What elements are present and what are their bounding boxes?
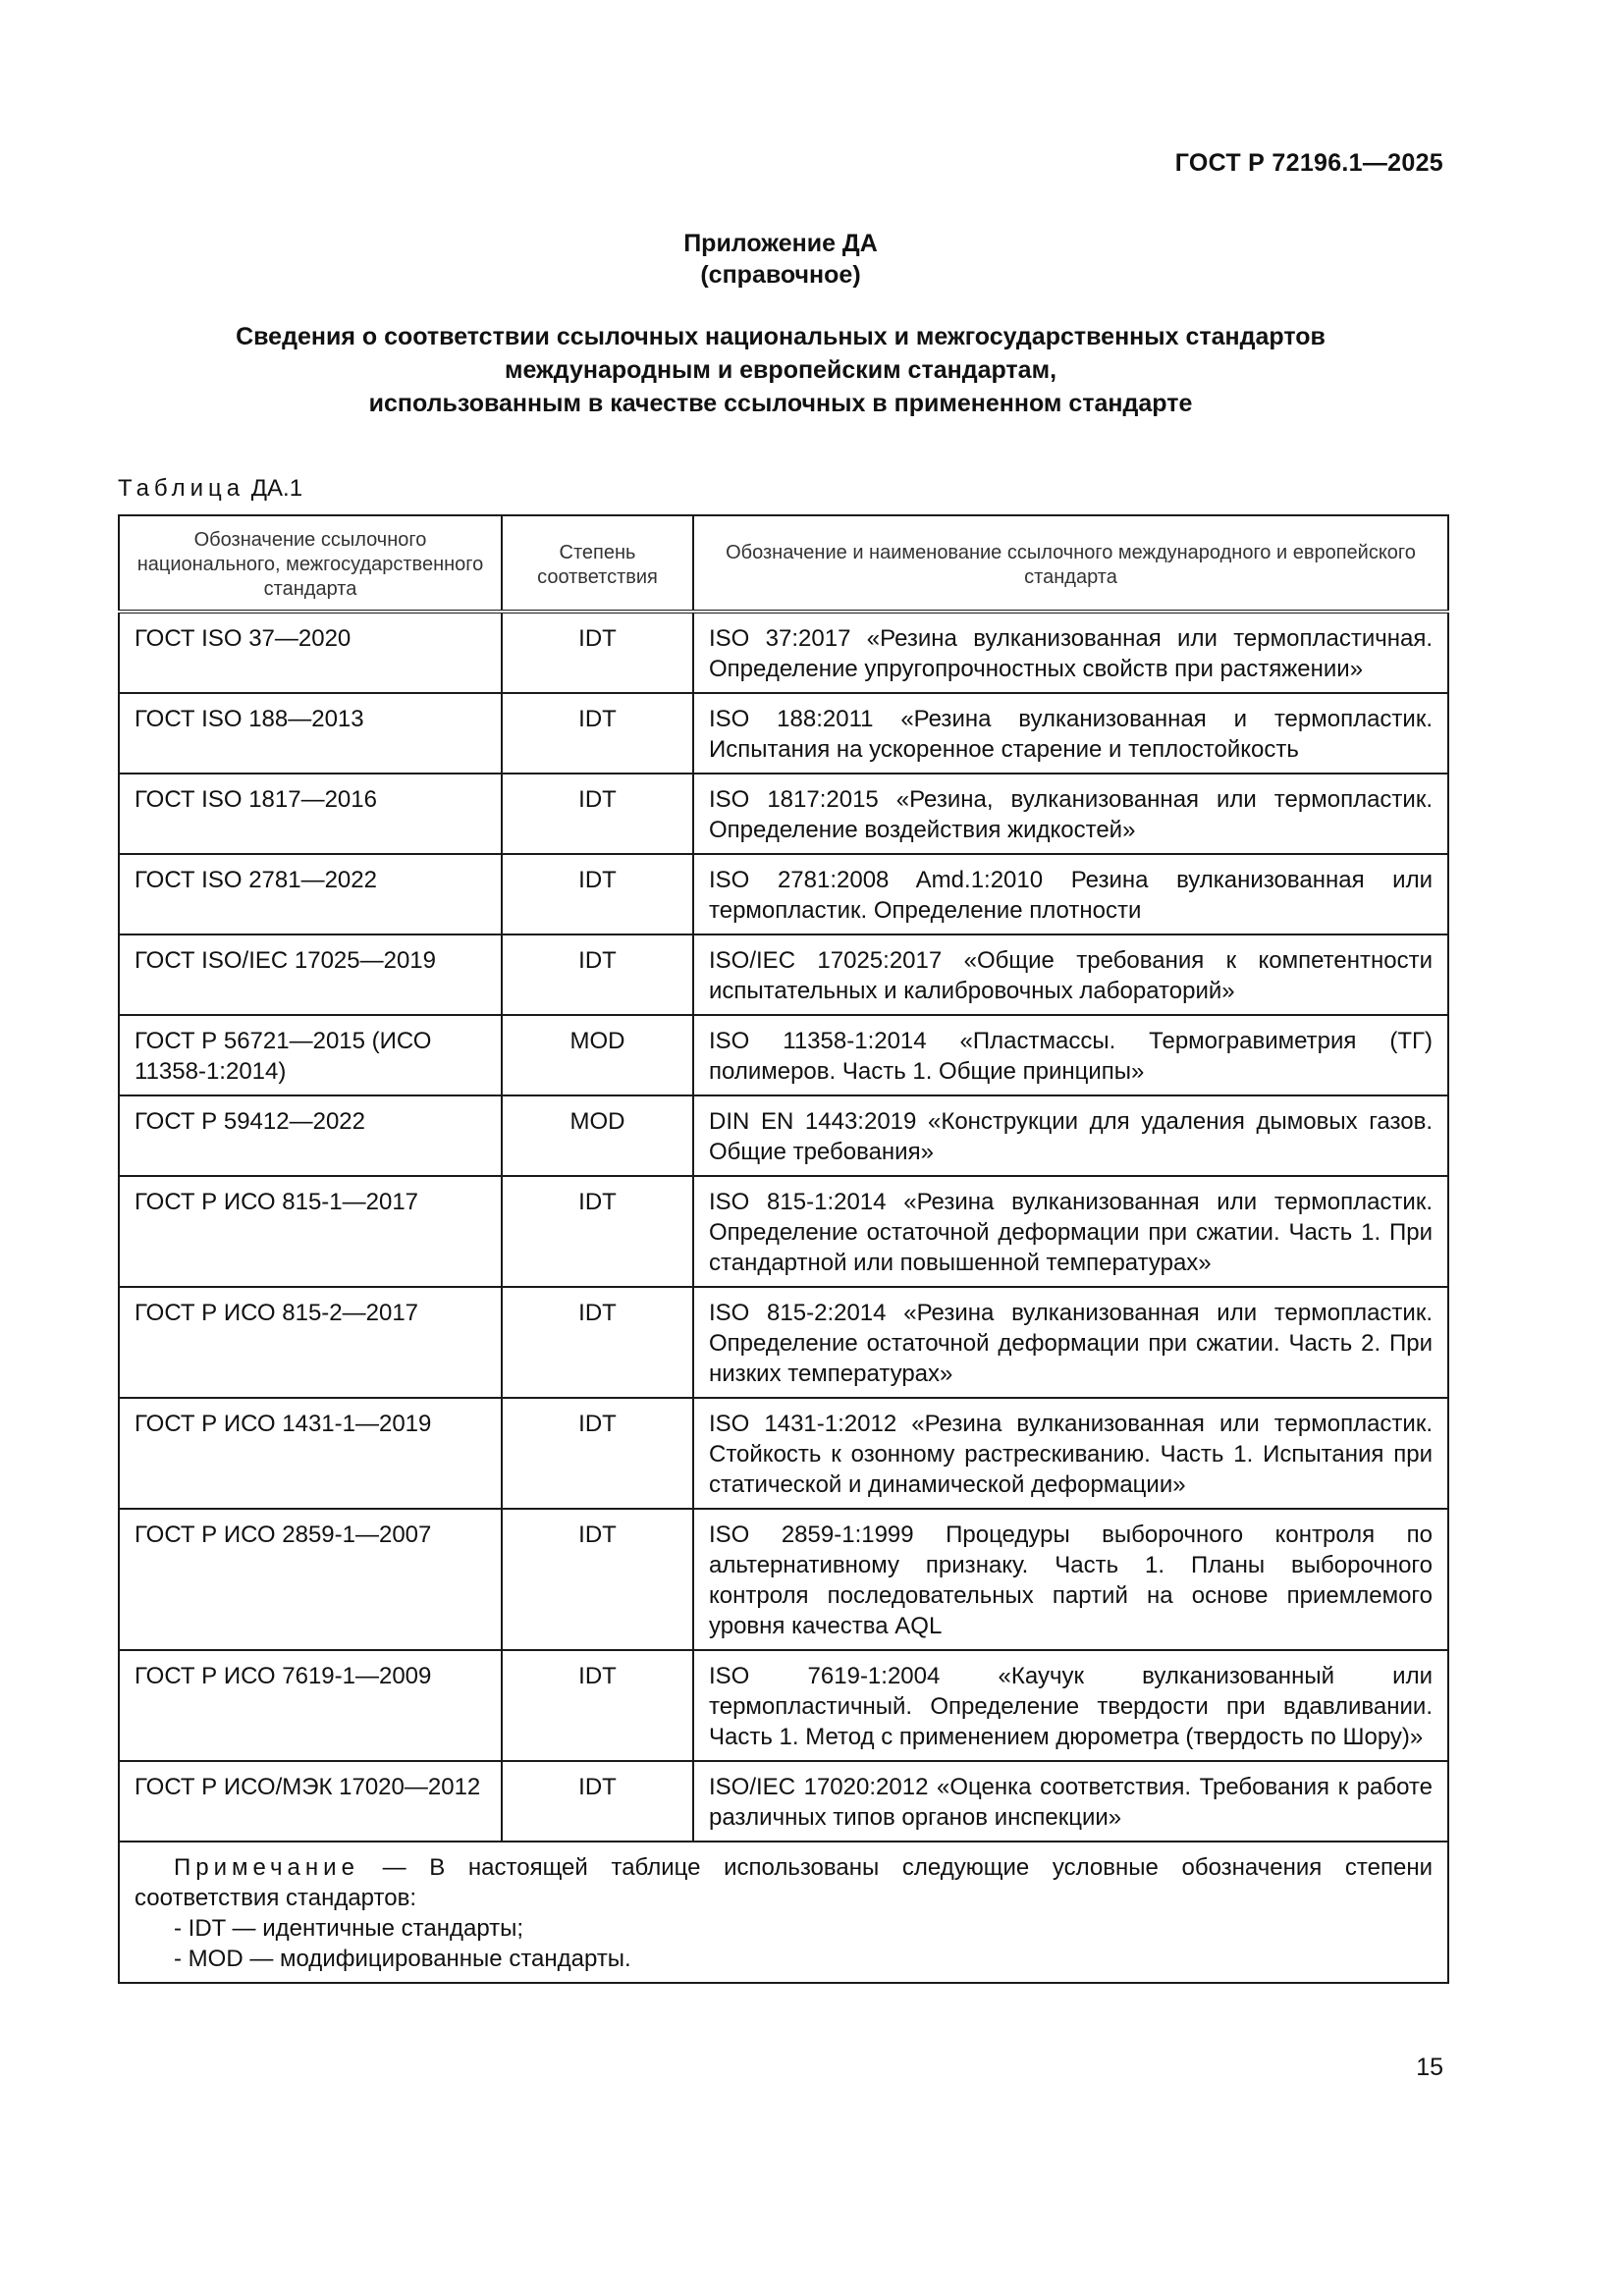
- table-row: [119, 612, 1448, 693]
- degree-cell: IDT: [502, 934, 693, 1015]
- international-standard-cell: ISO 37:2017 «Резина вулканизованная или термопластичная. Определение упругопрочностных свойств при растяжении»: [693, 612, 1448, 693]
- degree-cell: IDT: [502, 612, 693, 693]
- national-standard-cell: ГОСТ ISO 1817—2016: [119, 774, 502, 854]
- appendix-subtitle: (справочное): [700, 261, 861, 289]
- international-standard-cell: ISO 815-1:2014 «Резина вулканизованная или термопластик. Определение остаточной деформации при сжатии. Часть 1. При стандартной или повышенной температурах»: [693, 1176, 1448, 1287]
- degree-cell: IDT: [502, 1509, 693, 1650]
- page-number: 15: [1416, 2054, 1443, 2081]
- table-row: [119, 693, 1448, 774]
- international-standard-cell: ISO 2781:2008 Amd.1:2010 Резина вулканизованная или термопластик. Определение плотности: [693, 854, 1448, 934]
- note-label: Примечание: [174, 1854, 359, 1881]
- international-standard-cell: ISO 7619-1:2004 «Каучук вулканизованный или термопластичный. Определение твердости при вдавливании. Часть 1. Метод с применением дюрометра (твердость по Шору)»: [693, 1650, 1448, 1761]
- international-standard-cell: ISO/IEC 17025:2017 «Общие требования к компетентности испытательных и калибровочных лабораторий»: [693, 934, 1448, 1015]
- national-standard-cell: ГОСТ Р ИСО/МЭК 17020—2012: [119, 1761, 502, 1842]
- degree-cell: IDT: [502, 1176, 693, 1287]
- section-title-line-1: Сведения о соответствии ссылочных национальных и межгосударственных стандартов: [236, 323, 1326, 350]
- table-note: [119, 1842, 1448, 1983]
- appendix-title: Приложение ДА: [683, 230, 878, 257]
- table-row: [119, 934, 1448, 1015]
- degree-cell: IDT: [502, 774, 693, 854]
- international-standard-cell: ISO 11358-1:2014 «Пластмассы. Термогравиметрия (ТГ) полимеров. Часть 1. Общие принципы»: [693, 1015, 1448, 1095]
- degree-cell: MOD: [502, 1015, 693, 1095]
- degree-cell: IDT: [502, 693, 693, 774]
- section-title-line-3: использованным в качестве ссылочных в примененном стандарте: [368, 390, 1193, 417]
- national-standard-cell: ГОСТ Р ИСО 2859-1—2007: [119, 1509, 502, 1650]
- national-standard-cell: ГОСТ ISO 188—2013: [119, 693, 502, 774]
- national-standard-cell: ГОСТ Р ИСО 7619-1—2009: [119, 1650, 502, 1761]
- table-caption: [118, 475, 302, 503]
- table-caption-id: ДА.1: [250, 475, 303, 502]
- header-international-standard: Обозначение и наименование ссылочного международного и европейского стандарта: [693, 515, 1448, 612]
- international-standard-cell: ISO 1817:2015 «Резина, вулканизованная или термопластик. Определение воздействия жидкостей»: [693, 774, 1448, 854]
- national-standard-cell: ГОСТ Р 56721—2015 (ИСО 11358-1:2014): [119, 1015, 502, 1095]
- international-standard-cell: ISO/IEC 17020:2012 «Оценка соответствия. Требования к работе различных типов органов инспекции»: [693, 1761, 1448, 1842]
- degree-cell: IDT: [502, 1650, 693, 1761]
- international-standard-cell: ISO 2859-1:1999 Процедуры выборочного контроля по альтернативному признаку. Часть 1. Планы выборочного контроля последовательных партий на основе приемлемого уровня качества AQL: [693, 1509, 1448, 1650]
- international-standard-cell: ISO 815-2:2014 «Резина вулканизованная или термопластик. Определение остаточной деформации при сжатии. Часть 2. При низких температурах»: [693, 1287, 1448, 1398]
- national-standard-cell: ГОСТ Р ИСО 815-2—2017: [119, 1287, 502, 1398]
- table-row: [119, 1015, 1448, 1095]
- degree-cell: IDT: [502, 1398, 693, 1509]
- header-national-standard: Обозначение ссылочного национального, межгосударственного стандарта: [119, 515, 502, 612]
- international-standard-cell: ISO 1431-1:2012 «Резина вулканизованная или термопластик. Стойкость к озонному растрескиванию. Часть 1. Испытания при статической и динамической деформации»: [693, 1398, 1448, 1509]
- reference-standards-table: [118, 514, 1449, 1984]
- header-degree: Степень соответствия: [502, 515, 693, 612]
- table-row: [119, 1398, 1448, 1509]
- table-caption-word: Таблица: [118, 475, 245, 502]
- table-row: [119, 854, 1448, 934]
- national-standard-cell: ГОСТ ISO 37—2020: [119, 612, 502, 693]
- degree-cell: IDT: [502, 1761, 693, 1842]
- document-code: ГОСТ Р 72196.1—2025: [1174, 149, 1443, 177]
- international-standard-cell: ISO 188:2011 «Резина вулканизованная и термопластик. Испытания на ускоренное старение и теплостойкость: [693, 693, 1448, 774]
- table-row: [119, 1650, 1448, 1761]
- national-standard-cell: ГОСТ ISO/IEC 17025—2019: [119, 934, 502, 1015]
- national-standard-cell: ГОСТ Р 59412—2022: [119, 1095, 502, 1176]
- note-text: — В настоящей таблице использованы следующие условные обозначения степени соответствия стандартов:: [135, 1854, 1433, 1911]
- appendix-heading: [0, 228, 1561, 291]
- national-standard-cell: ГОСТ Р ИСО 815-1—2017: [119, 1176, 502, 1287]
- section-title: [118, 320, 1443, 420]
- national-standard-cell: ГОСТ ISO 2781—2022: [119, 854, 502, 934]
- international-standard-cell: DIN EN 1443:2019 «Конструкции для удаления дымовых газов. Общие требования»: [693, 1095, 1448, 1176]
- degree-cell: MOD: [502, 1095, 693, 1176]
- table-header-row: [119, 515, 1448, 612]
- national-standard-cell: ГОСТ Р ИСО 1431-1—2019: [119, 1398, 502, 1509]
- table-row: [119, 774, 1448, 854]
- table-note-row: [119, 1842, 1448, 1983]
- table-row: [119, 1761, 1448, 1842]
- table-row: [119, 1095, 1448, 1176]
- table-row: [119, 1176, 1448, 1287]
- section-title-line-2: международным и европейским стандартам,: [504, 356, 1057, 384]
- degree-cell: IDT: [502, 1287, 693, 1398]
- note-item-mod: - MOD — модифицированные стандарты.: [174, 1946, 631, 1972]
- note-item-idt: - IDT — идентичные стандарты;: [174, 1915, 524, 1942]
- table-row: [119, 1287, 1448, 1398]
- degree-cell: IDT: [502, 854, 693, 934]
- table-row: [119, 1509, 1448, 1650]
